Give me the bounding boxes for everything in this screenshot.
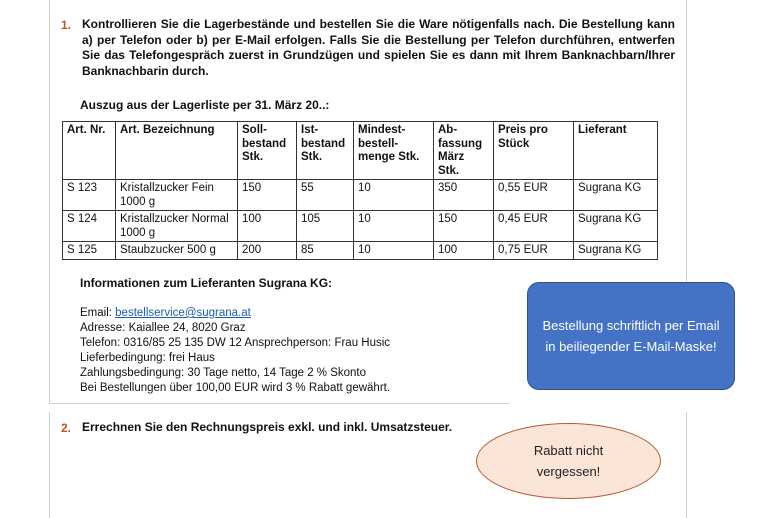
cell: 105 — [297, 211, 354, 242]
cell: 150 — [238, 180, 297, 211]
cell: Sugrana KG — [574, 211, 658, 242]
task1-text: Kontrollieren Sie die Lagerbestände und bestellen Sie die Ware nötigenfalls nach. Die Bestellung kann a) per Telefon oder b) per E-Mail erfolgen. Falls Sie die Bestellung per Telefon durchführen, entwerfen Sie das Telefongespräch zuerst in Grundzügen und spielen Sie es dann mit Ihrem Banknachbarn/Ihrer Banknachbarin durch. — [82, 17, 675, 78]
col-bezeichnung: Art. Bezeichnung — [116, 122, 238, 180]
cell: 350 — [434, 180, 494, 211]
callout-email-order-text: Bestellung schriftlich per Email in beiliegender E-Mail-Maske! — [542, 318, 720, 354]
col-abfassung: Ab-fassung März Stk. — [434, 122, 494, 180]
callout-discount-text: Rabatt nicht vergessen! — [533, 443, 604, 479]
table-row — [63, 211, 658, 242]
supplier-info — [80, 276, 390, 396]
supplier-delivery: Lieferbedingung: frei Haus — [80, 352, 215, 364]
stock-table — [62, 121, 658, 260]
page-margin-left — [49, 0, 50, 404]
cell: S 123 — [63, 180, 116, 211]
supplier-phone: Telefon: 0316/85 25 135 DW 12 Ansprechperson: Frau Husic — [80, 337, 391, 349]
cell: 0,55 EUR — [494, 180, 574, 211]
cell: 200 — [238, 242, 297, 260]
email-link[interactable]: bestellservice@sugrana.at — [115, 307, 251, 319]
callout-discount — [476, 423, 661, 499]
table-row — [63, 180, 658, 211]
supplier-email-line — [80, 306, 390, 321]
cell: 100 — [434, 242, 494, 260]
cell: 10 — [354, 211, 434, 242]
cell: 85 — [297, 242, 354, 260]
col-preis: Preis pro Stück — [494, 122, 574, 180]
cell: 10 — [354, 180, 434, 211]
task1-number: 1. — [61, 18, 72, 32]
page-margin-left-2 — [49, 412, 50, 518]
cell: Sugrana KG — [574, 180, 658, 211]
supplier-address: Adresse: Kaiallee 24, 8020 Graz — [80, 322, 246, 334]
cell: S 125 — [63, 242, 116, 260]
cell: S 124 — [63, 211, 116, 242]
page-margin-right-2 — [686, 412, 687, 518]
cell: Kristallzucker Normal 1000 g — [116, 211, 238, 242]
cell: 100 — [238, 211, 297, 242]
cell: 0,75 EUR — [494, 242, 574, 260]
cell: 150 — [434, 211, 494, 242]
page-margin-bottom — [49, 403, 509, 404]
col-sollbestand: Soll-bestand Stk. — [238, 122, 297, 180]
cell: 10 — [354, 242, 434, 260]
email-label: Email: — [80, 307, 112, 319]
cell: Kristallzucker Fein 1000 g — [116, 180, 238, 211]
supplier-discount: Bei Bestellungen über 100,00 EUR wird 3 % Rabatt gewährt. — [80, 382, 391, 394]
col-lieferant: Lieferant — [574, 122, 658, 180]
task2-number: 2. — [61, 421, 72, 435]
col-istbestand: Ist-bestand Stk. — [297, 122, 354, 180]
col-mindestbestellmenge: Mindest-bestell-menge Stk. — [354, 122, 434, 180]
supplier-title: Informationen zum Lieferanten Sugrana KG: — [80, 276, 333, 290]
col-art-nr: Art. Nr. — [63, 122, 116, 180]
callout-email-order — [527, 282, 735, 390]
cell: 0,45 EUR — [494, 211, 574, 242]
supplier-payment: Zahlungsbedingung: 30 Tage netto, 14 Tage 2 % Skonto — [80, 367, 367, 379]
task2-text: Errechnen Sie den Rechnungspreis exkl. und inkl. Umsatzsteuer. — [82, 420, 453, 434]
cell: 55 — [297, 180, 354, 211]
table-header-row — [63, 122, 658, 180]
table-row — [63, 242, 658, 260]
cell: Staubzucker 500 g — [116, 242, 238, 260]
stock-list-title: Auszug aus der Lagerliste per 31. März 20..: — [80, 98, 330, 112]
page-margin-right — [686, 0, 687, 282]
cell: Sugrana KG — [574, 242, 658, 260]
